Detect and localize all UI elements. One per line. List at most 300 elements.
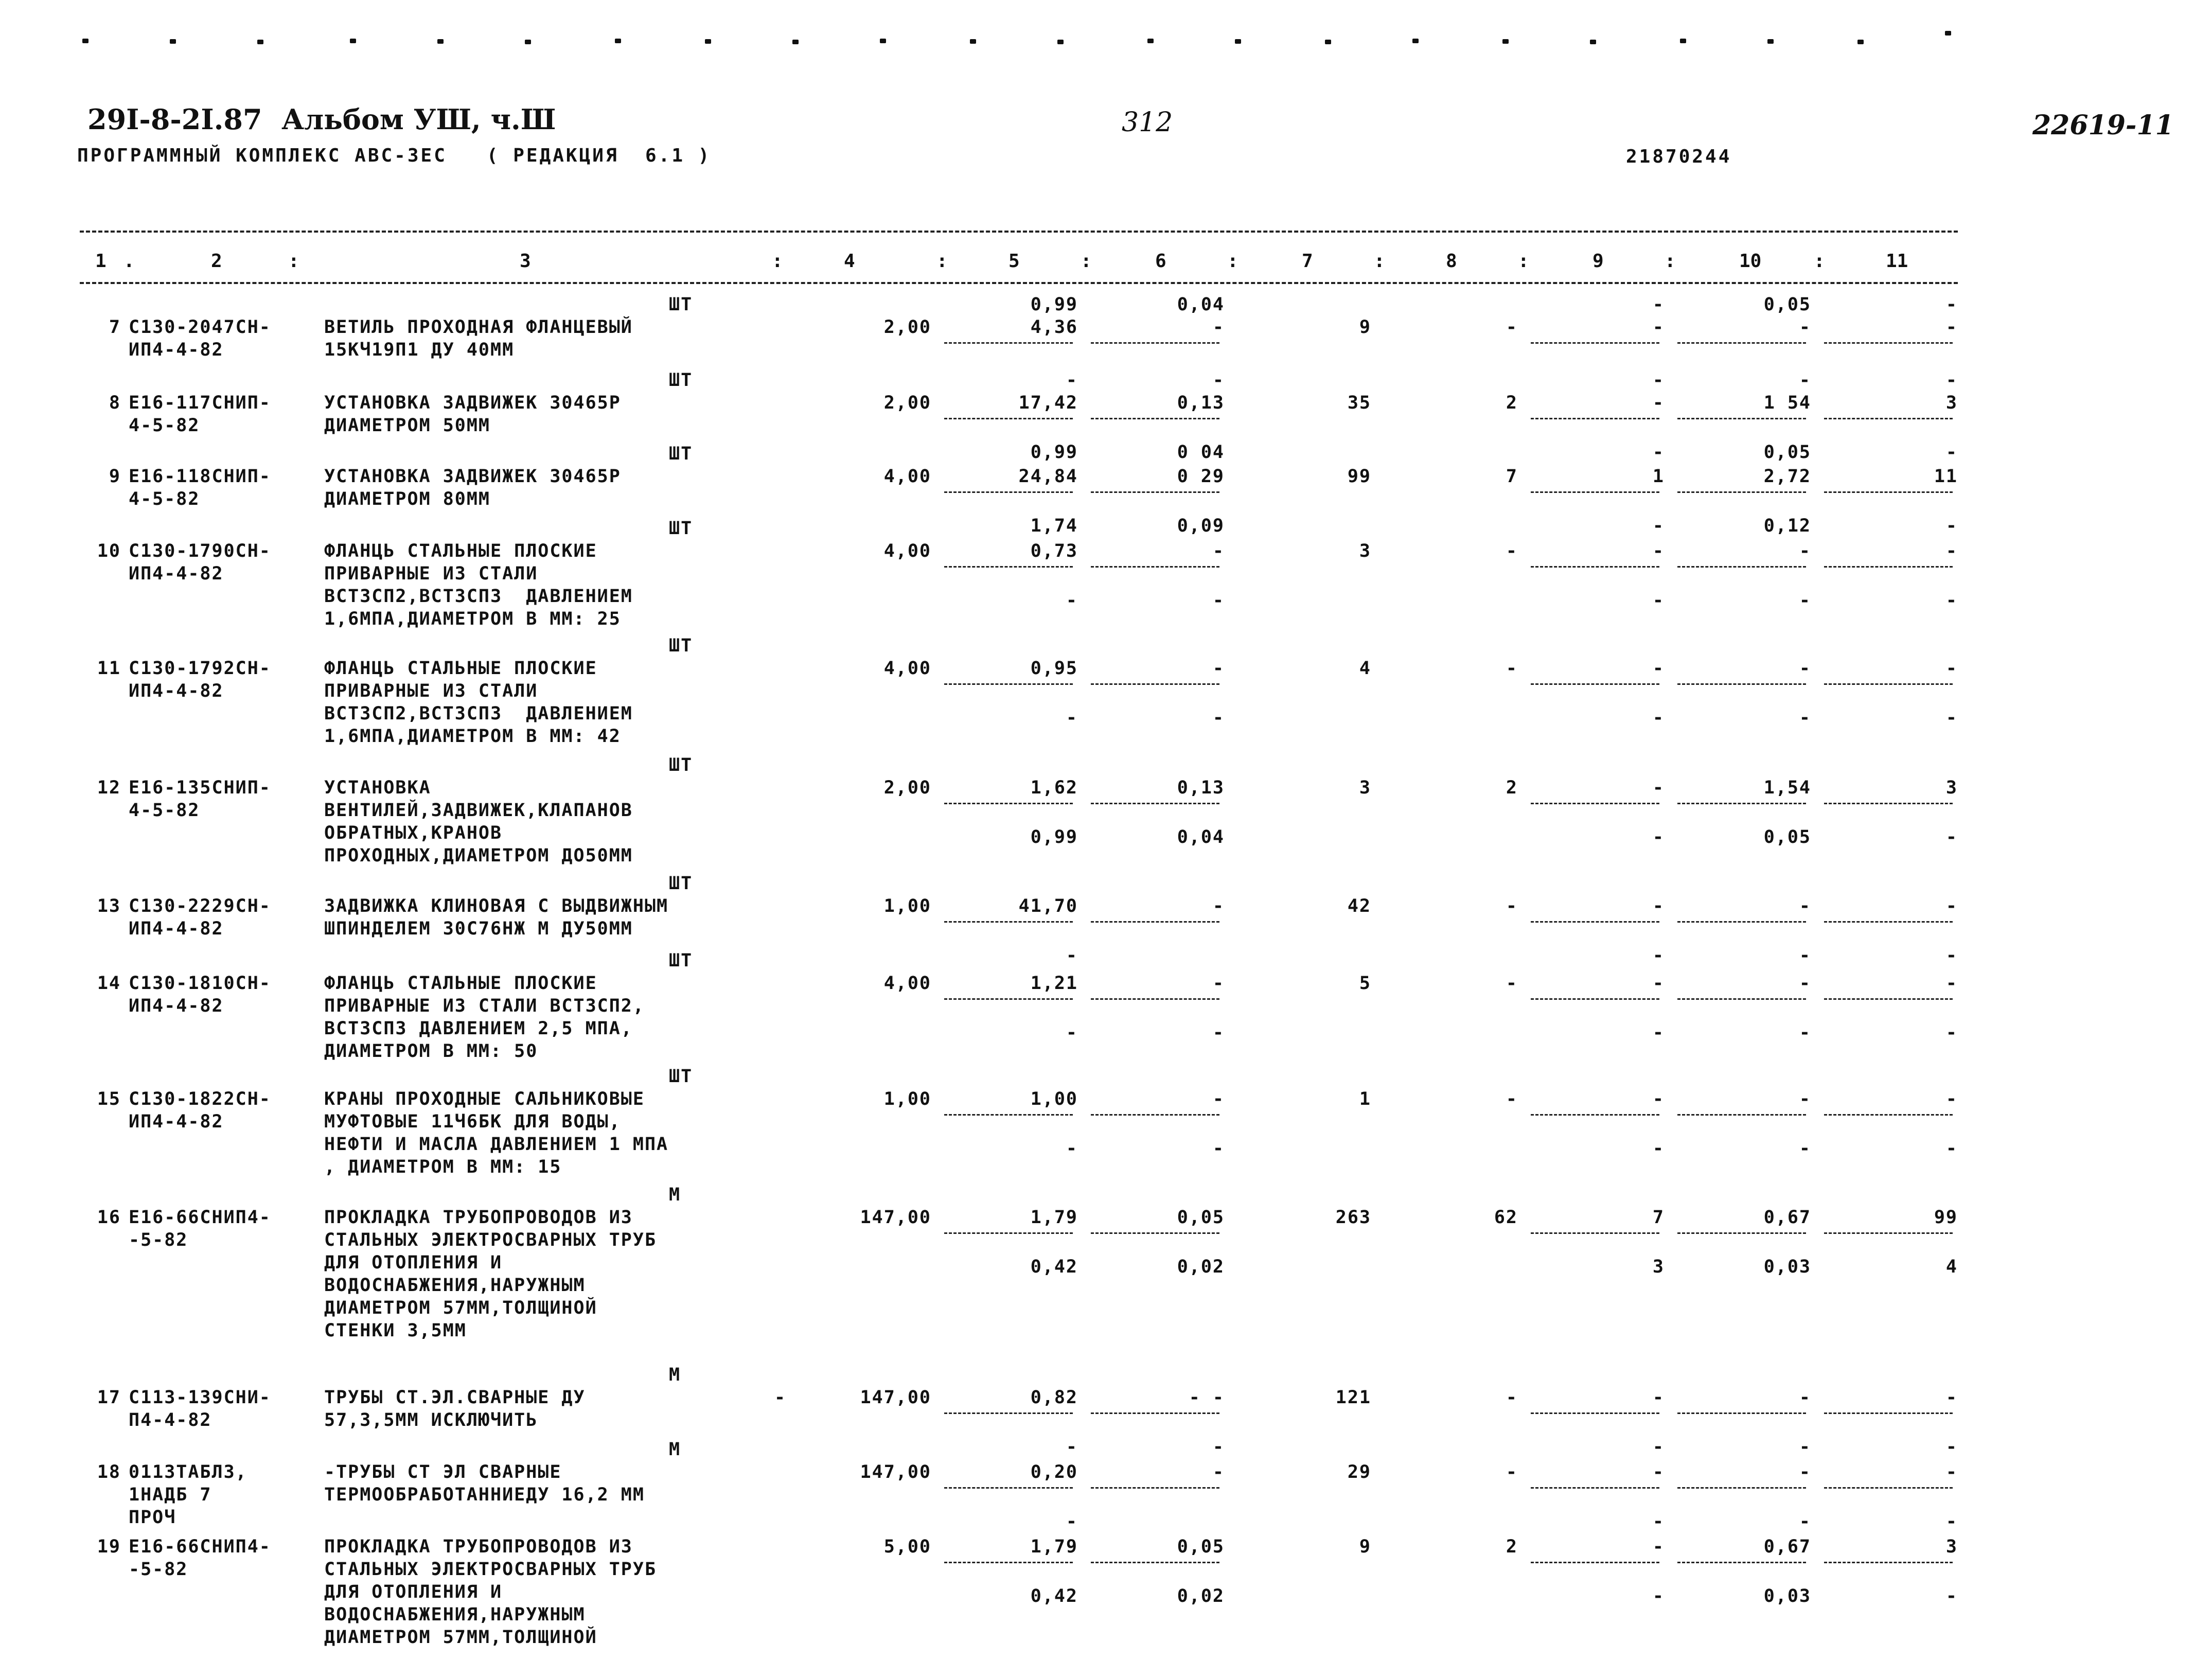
item-description: СТАЛЬНЫХ ЭЛЕКТРОСВАРНЫХ ТРУБ xyxy=(324,1230,657,1250)
item-description: 57,3,5ММ ИСКЛЮЧИТЬ xyxy=(324,1410,538,1430)
c11-value: - xyxy=(1945,1089,1958,1109)
item-description: -ТРУБЫ СТ ЭЛ СВАРНЫЕ xyxy=(324,1462,562,1482)
col-separator: : xyxy=(1081,251,1092,272)
col-separator: : xyxy=(1374,251,1385,272)
item-number: 16 xyxy=(97,1207,121,1228)
col7-value: 3 xyxy=(1359,541,1371,561)
c5-value: 0,82 xyxy=(1030,1387,1078,1408)
c6-value: 0,05 xyxy=(1177,1536,1225,1557)
c6-subtotal-rule xyxy=(1091,418,1219,419)
col7-value: 29 xyxy=(1347,1462,1371,1482)
col-separator: : xyxy=(1518,251,1529,272)
col-separator: : xyxy=(288,251,299,272)
item-number: 19 xyxy=(97,1536,121,1557)
edge-mark xyxy=(1325,40,1331,44)
edge-mark xyxy=(1412,39,1419,43)
col3-mark: - xyxy=(774,1387,787,1408)
c11-upper-value: - xyxy=(1945,370,1958,391)
item-description: ПРОХОДНЫХ,ДИАМЕТРОМ ДО50ММ xyxy=(324,845,633,866)
c6-value: - xyxy=(1212,541,1225,561)
c6-value: 0,13 xyxy=(1177,778,1225,798)
item-description: НЕФТИ И МАСЛА ДАВЛЕНИЕМ 1 МПА xyxy=(324,1134,669,1155)
c10-lower-value: 0,12 xyxy=(1763,516,1811,536)
c11-subtotal-rule xyxy=(1824,1412,1953,1414)
edge-mark xyxy=(1767,39,1774,44)
item-number: 13 xyxy=(97,896,121,916)
c9-lower-value: - xyxy=(1652,442,1665,463)
c9-value: - xyxy=(1652,973,1665,994)
c10-value: 0,67 xyxy=(1763,1207,1811,1228)
c10-upper-value: 0,05 xyxy=(1763,294,1811,315)
c6-subtotal-rule xyxy=(1091,1232,1219,1234)
item-number: 8 xyxy=(109,393,121,413)
c6-lower-value: 0,02 xyxy=(1177,1586,1225,1606)
c9-value: - xyxy=(1652,317,1665,338)
edge-mark xyxy=(880,39,886,43)
c9-subtotal-rule xyxy=(1531,1114,1659,1116)
item-code: ИП4-4-82 xyxy=(129,996,224,1016)
c5-value: 24,84 xyxy=(1018,466,1078,487)
c9-lower-value: - xyxy=(1652,1437,1665,1457)
c6-subtotal-rule xyxy=(1091,803,1219,804)
c6-subtotal-rule xyxy=(1091,566,1219,568)
col-header-10: 10 xyxy=(1739,251,1762,272)
c11-lower-value: - xyxy=(1945,1586,1958,1606)
item-description: ФЛАНЦЬ СТАЛЬНЫЕ ПЛОСКИЕ xyxy=(324,541,597,561)
col-separator: : xyxy=(1227,251,1238,272)
item-description: ТРУБЫ СТ.ЭЛ.СВАРНЫЕ ДУ xyxy=(324,1387,586,1408)
c10-value: - xyxy=(1799,658,1811,679)
c11-subtotal-rule xyxy=(1824,998,1953,1000)
col8-value: 62 xyxy=(1494,1207,1518,1228)
document-reference: 29I-8-2I.87 Альбом УШ, ч.Ш xyxy=(87,103,556,136)
c10-value: - xyxy=(1799,896,1811,916)
c6-subtotal-rule xyxy=(1091,1412,1219,1414)
c11-value: 3 xyxy=(1945,393,1958,413)
col8-value: 7 xyxy=(1506,466,1518,487)
quantity-value: 4,00 xyxy=(883,973,931,994)
item-description: ОБРАТНЫХ,КРАНОВ xyxy=(324,823,503,843)
unit-label: ШТ xyxy=(669,444,693,464)
c10-value: - xyxy=(1799,973,1811,994)
c5-lower-value: 1,74 xyxy=(1030,516,1078,536)
col8-value: 2 xyxy=(1506,393,1518,413)
col8-value: - xyxy=(1506,973,1518,994)
c9-value: - xyxy=(1652,1462,1665,1482)
item-number: 14 xyxy=(97,973,121,994)
edge-mark xyxy=(705,39,711,44)
col7-value: 121 xyxy=(1335,1387,1371,1408)
edge-mark xyxy=(1057,40,1064,44)
item-description: 1,6МПА,ДИАМЕТРОМ В ММ: 42 xyxy=(324,726,621,747)
col-separator: : xyxy=(1814,251,1825,272)
c6-lower-value: - xyxy=(1212,590,1225,611)
c10-subtotal-rule xyxy=(1677,921,1806,923)
unit-label: ШТ xyxy=(669,518,693,539)
c6-value: - xyxy=(1212,658,1225,679)
item-code: Е16-135СНИП- xyxy=(129,778,271,798)
c5-value: 41,70 xyxy=(1018,896,1078,916)
item-description: ПРИВАРНЫЕ ИЗ СТАЛИ xyxy=(324,563,538,584)
col-header-4: 4 xyxy=(844,251,855,272)
c10-lower-value: - xyxy=(1799,1138,1811,1159)
col-header-5: 5 xyxy=(1008,251,1020,272)
c5-lower-value: 0,99 xyxy=(1030,442,1078,463)
quantity-value: 147,00 xyxy=(860,1462,931,1482)
item-description: ВСТ3СП3 ДАВЛЕНИЕМ 2,5 МПА, xyxy=(324,1018,633,1039)
col7-value: 42 xyxy=(1347,896,1371,916)
c10-subtotal-rule xyxy=(1677,998,1806,1000)
col-header-6: 6 xyxy=(1155,251,1166,272)
c11-lower-value: - xyxy=(1945,1022,1958,1043)
c11-value: 11 xyxy=(1934,466,1958,487)
c6-value: - xyxy=(1212,317,1225,338)
c6-lower-value: - xyxy=(1212,708,1225,728)
c9-subtotal-rule xyxy=(1531,1487,1659,1489)
item-description: ДИАМЕТРОМ 80ММ xyxy=(324,489,491,509)
document-code: 21870244 xyxy=(1626,146,1732,167)
c5-subtotal-rule xyxy=(944,921,1073,923)
edge-mark xyxy=(615,39,621,43)
c5-value: 1,79 xyxy=(1030,1207,1078,1228)
c6-value: 0,05 xyxy=(1177,1207,1225,1228)
item-code: П4-4-82 xyxy=(129,1410,212,1430)
edge-mark xyxy=(1857,40,1864,44)
c11-value: 3 xyxy=(1945,778,1958,798)
c10-subtotal-rule xyxy=(1677,342,1806,344)
item-description: УСТАНОВКА xyxy=(324,778,431,798)
c9-lower-value: - xyxy=(1652,945,1665,966)
c10-value: 2,72 xyxy=(1763,466,1811,487)
edge-mark xyxy=(257,40,263,44)
item-number: 9 xyxy=(109,466,121,487)
c9-upper-value: - xyxy=(1652,294,1665,315)
table-top-rule xyxy=(80,231,1958,233)
c11-subtotal-rule xyxy=(1824,1562,1953,1563)
c11-lower-value: - xyxy=(1945,1511,1958,1532)
c6-value: 0 29 xyxy=(1177,466,1225,487)
c10-subtotal-rule xyxy=(1677,1562,1806,1563)
item-code: -5-82 xyxy=(129,1559,188,1580)
c5-subtotal-rule xyxy=(944,566,1073,568)
c5-subtotal-rule xyxy=(944,491,1073,493)
col8-value: - xyxy=(1506,541,1518,561)
quantity-value: 2,00 xyxy=(883,317,931,338)
item-description: ПРИВАРНЫЕ ИЗ СТАЛИ xyxy=(324,681,538,701)
col8-value: - xyxy=(1506,1089,1518,1109)
c5-upper-value: - xyxy=(1066,370,1078,391)
col-header-3: 3 xyxy=(520,251,531,272)
col7-value: 9 xyxy=(1359,1536,1371,1557)
c5-subtotal-rule xyxy=(944,1412,1073,1414)
quantity-value: 5,00 xyxy=(883,1536,931,1557)
c5-subtotal-rule xyxy=(944,1487,1073,1489)
edge-mark xyxy=(437,39,444,44)
item-description: ВСТ3СП2,ВСТ3СП3 ДАВЛЕНИЕМ xyxy=(324,586,633,607)
c5-value: 0,73 xyxy=(1030,541,1078,561)
item-number: 11 xyxy=(97,658,121,679)
col-separator: : xyxy=(936,251,948,272)
edge-mark xyxy=(792,40,799,44)
c6-value: - - xyxy=(1189,1387,1225,1408)
c11-subtotal-rule xyxy=(1824,803,1953,804)
software-title: ПРОГРАММНЫЙ КОМПЛЕКС АВС-ЗЕС ( РЕДАКЦИЯ 6.1 ) xyxy=(77,145,712,166)
item-code: Е16-66СНИП4- xyxy=(129,1536,271,1557)
item-code: С130-2229СН- xyxy=(129,896,271,916)
col-header-2: 2 xyxy=(211,251,222,272)
item-code: ИП4-4-82 xyxy=(129,681,224,701)
c5-value: 4,36 xyxy=(1030,317,1078,338)
c6-lower-value: 0,09 xyxy=(1177,516,1225,536)
col7-value: 35 xyxy=(1347,393,1371,413)
item-code: С130-2047СН- xyxy=(129,317,271,338)
c11-lower-value: - xyxy=(1945,827,1958,847)
quantity-value: 1,00 xyxy=(883,896,931,916)
item-description: ШПИНДЕЛЕМ 30С76НЖ М ДУ50ММ xyxy=(324,919,633,939)
item-number: 15 xyxy=(97,1089,121,1109)
item-number: 12 xyxy=(97,778,121,798)
edge-mark xyxy=(1680,39,1686,43)
c9-subtotal-rule xyxy=(1531,998,1659,1000)
c10-lower-value: - xyxy=(1799,708,1811,728)
c11-value: - xyxy=(1945,541,1958,561)
item-code: ИП4-4-82 xyxy=(129,1111,224,1132)
c5-value: 0,95 xyxy=(1030,658,1078,679)
edge-mark xyxy=(1590,40,1596,44)
c6-value: - xyxy=(1212,896,1225,916)
c9-subtotal-rule xyxy=(1531,1412,1659,1414)
item-description: ПРОКЛАДКА ТРУБОПРОВОДОВ ИЗ xyxy=(324,1536,633,1557)
c5-value: 1,00 xyxy=(1030,1089,1078,1109)
c11-subtotal-rule xyxy=(1824,566,1953,568)
c9-value: - xyxy=(1652,658,1665,679)
quantity-value: 1,00 xyxy=(883,1089,931,1109)
col-header-9: 9 xyxy=(1592,251,1604,272)
c6-value: - xyxy=(1212,1089,1225,1109)
item-description: ПРОКЛАДКА ТРУБОПРОВОДОВ ИЗ xyxy=(324,1207,633,1228)
quantity-value: 2,00 xyxy=(883,778,931,798)
edge-mark xyxy=(170,39,176,44)
item-code: ИП4-4-82 xyxy=(129,563,224,584)
c5-subtotal-rule xyxy=(944,1562,1073,1563)
item-code: С130-1810СН- xyxy=(129,973,271,994)
item-description: ДЛЯ ОТОПЛЕНИЯ И xyxy=(324,1582,503,1602)
item-code: С113-139СНИ- xyxy=(129,1387,271,1408)
c9-lower-value: - xyxy=(1652,516,1665,536)
col-separator: : xyxy=(772,251,783,272)
item-code: Е16-117СНИП- xyxy=(129,393,271,413)
col7-value: 9 xyxy=(1359,317,1371,338)
item-description: КРАНЫ ПРОХОДНЫЕ САЛЬНИКОВЫЕ xyxy=(324,1089,645,1109)
c11-subtotal-rule xyxy=(1824,418,1953,419)
c11-value: - xyxy=(1945,896,1958,916)
item-code: ПРОЧ xyxy=(129,1507,176,1528)
col-header-1: 1 xyxy=(95,251,107,272)
c10-subtotal-rule xyxy=(1677,1487,1806,1489)
c10-upper-value: - xyxy=(1799,370,1811,391)
c10-value: - xyxy=(1799,541,1811,561)
page-number: 312 xyxy=(1122,107,1173,138)
c11-value: - xyxy=(1945,1387,1958,1408)
c5-lower-value: - xyxy=(1066,945,1078,966)
c11-value: 3 xyxy=(1945,1536,1958,1557)
c9-subtotal-rule xyxy=(1531,418,1659,419)
c11-subtotal-rule xyxy=(1824,342,1953,344)
col8-value: - xyxy=(1506,1462,1518,1482)
c6-value: - xyxy=(1212,1462,1225,1482)
item-description: МУФТОВЫЕ 11Ч6БК ДЛЯ ВОДЫ, xyxy=(324,1111,621,1132)
c6-subtotal-rule xyxy=(1091,921,1219,923)
col-separator: . xyxy=(123,251,135,272)
c10-lower-value: 0,05 xyxy=(1763,442,1811,463)
c9-value: - xyxy=(1652,896,1665,916)
unit-label: ШТ xyxy=(669,635,693,656)
c5-value: 1,62 xyxy=(1030,778,1078,798)
c6-subtotal-rule xyxy=(1091,491,1219,493)
c6-upper-value: 0,04 xyxy=(1177,294,1225,315)
c5-subtotal-rule xyxy=(944,683,1073,685)
c11-subtotal-rule xyxy=(1824,1114,1953,1116)
col8-value: 2 xyxy=(1506,1536,1518,1557)
item-description: , ДИАМЕТРОМ В ММ: 15 xyxy=(324,1157,562,1177)
c9-value: - xyxy=(1652,1387,1665,1408)
item-code: 4-5-82 xyxy=(129,800,200,821)
c5-lower-value: - xyxy=(1066,1511,1078,1532)
c10-lower-value: 0,03 xyxy=(1763,1257,1811,1277)
item-code: ИП4-4-82 xyxy=(129,340,224,360)
c9-value: - xyxy=(1652,778,1665,798)
item-code: С130-1822СН- xyxy=(129,1089,271,1109)
c9-subtotal-rule xyxy=(1531,1562,1659,1563)
c6-subtotal-rule xyxy=(1091,1114,1219,1116)
c6-subtotal-rule xyxy=(1091,1562,1219,1563)
c10-lower-value: - xyxy=(1799,945,1811,966)
c9-lower-value: - xyxy=(1652,1138,1665,1159)
c11-upper-value: - xyxy=(1945,294,1958,315)
c10-subtotal-rule xyxy=(1677,491,1806,493)
edge-mark xyxy=(82,39,89,43)
c5-subtotal-rule xyxy=(944,342,1073,344)
c10-lower-value: - xyxy=(1799,1022,1811,1043)
unit-label: ШТ xyxy=(669,755,693,775)
c6-lower-value: - xyxy=(1212,1138,1225,1159)
item-description: СТАЛЬНЫХ ЭЛЕКТРОСВАРНЫХ ТРУБ xyxy=(324,1559,657,1580)
c9-subtotal-rule xyxy=(1531,491,1659,493)
c5-lower-value: 0,42 xyxy=(1030,1257,1078,1277)
c11-subtotal-rule xyxy=(1824,1232,1953,1234)
col-header-7: 7 xyxy=(1302,251,1313,272)
c10-lower-value: - xyxy=(1799,590,1811,611)
c11-value: - xyxy=(1945,1462,1958,1482)
c10-lower-value: - xyxy=(1799,1437,1811,1457)
item-description: ВЕТИЛЬ ПРОХОДНАЯ ФЛАНЦЕВЫЙ xyxy=(324,317,633,338)
col8-value: - xyxy=(1506,896,1518,916)
quantity-value: 4,00 xyxy=(883,658,931,679)
item-description: ДИАМЕТРОМ В ММ: 50 xyxy=(324,1041,538,1062)
c9-value: 1 xyxy=(1652,466,1665,487)
c11-lower-value: - xyxy=(1945,590,1958,611)
c5-upper-value: 0,99 xyxy=(1030,294,1078,315)
c10-lower-value: 0,03 xyxy=(1763,1586,1811,1606)
c9-lower-value: - xyxy=(1652,1022,1665,1043)
c6-lower-value: - xyxy=(1212,1022,1225,1043)
c9-subtotal-rule xyxy=(1531,921,1659,923)
item-description: ДЛЯ ОТОПЛЕНИЯ И xyxy=(324,1252,503,1273)
c9-lower-value: - xyxy=(1652,827,1665,847)
c5-subtotal-rule xyxy=(944,1114,1073,1116)
item-code: 1НАДБ 7 xyxy=(129,1485,212,1505)
c5-subtotal-rule xyxy=(944,1232,1073,1234)
edge-mark xyxy=(1945,31,1951,36)
edge-mark xyxy=(970,39,976,44)
c5-lower-value: - xyxy=(1066,1138,1078,1159)
c5-subtotal-rule xyxy=(944,998,1073,1000)
item-description: ДИАМЕТРОМ 57ММ,ТОЛЩИНОЙ xyxy=(324,1298,597,1318)
c6-lower-value: - xyxy=(1212,1437,1225,1457)
c9-subtotal-rule xyxy=(1531,566,1659,568)
c9-lower-value: 3 xyxy=(1652,1257,1665,1277)
c9-subtotal-rule xyxy=(1531,1232,1659,1234)
col7-value: 5 xyxy=(1359,973,1371,994)
col7-value: 3 xyxy=(1359,778,1371,798)
col8-value: - xyxy=(1506,317,1518,338)
c11-subtotal-rule xyxy=(1824,1487,1953,1489)
unit-label: М xyxy=(669,1365,681,1385)
item-description: ДИАМЕТРОМ 57ММ,ТОЛЩИНОЙ xyxy=(324,1627,597,1648)
item-description: СТЕНКИ 3,5ММ xyxy=(324,1320,467,1341)
c6-subtotal-rule xyxy=(1091,998,1219,1000)
item-description: УСТАНОВКА ЗАДВИЖЕК 30465Р xyxy=(324,393,621,413)
item-description: ВЕНТИЛЕЙ,ЗАДВИЖЕК,КЛАПАНОВ xyxy=(324,800,633,821)
c10-value: - xyxy=(1799,1387,1811,1408)
c10-subtotal-rule xyxy=(1677,418,1806,419)
c5-lower-value: - xyxy=(1066,1022,1078,1043)
item-description: ЗАДВИЖКА КЛИНОВАЯ С ВЫДВИЖНЫМ xyxy=(324,896,669,916)
item-description: ВОДОСНАБЖЕНИЯ,НАРУЖНЫМ xyxy=(324,1604,586,1625)
c6-value: 0,13 xyxy=(1177,393,1225,413)
c9-subtotal-rule xyxy=(1531,342,1659,344)
c10-subtotal-rule xyxy=(1677,566,1806,568)
c10-value: - xyxy=(1799,317,1811,338)
col7-value: 4 xyxy=(1359,658,1371,679)
c9-upper-value: - xyxy=(1652,370,1665,391)
c5-lower-value: 0,99 xyxy=(1030,827,1078,847)
c11-lower-value: - xyxy=(1945,516,1958,536)
c10-value: 1 54 xyxy=(1763,393,1811,413)
c9-lower-value: - xyxy=(1652,708,1665,728)
c9-value: - xyxy=(1652,1536,1665,1557)
c10-value: - xyxy=(1799,1462,1811,1482)
col7-value: 263 xyxy=(1335,1207,1371,1228)
unit-label: ШТ xyxy=(669,950,693,971)
item-code: 4-5-82 xyxy=(129,489,200,509)
c5-value: 1,79 xyxy=(1030,1536,1078,1557)
c10-subtotal-rule xyxy=(1677,803,1806,804)
col7-value: 99 xyxy=(1347,466,1371,487)
c9-value: - xyxy=(1652,541,1665,561)
c5-subtotal-rule xyxy=(944,803,1073,804)
c5-value: 0,20 xyxy=(1030,1462,1078,1482)
item-description: ВСТ3СП2,ВСТ3СП3 ДАВЛЕНИЕМ xyxy=(324,703,633,724)
c11-lower-value: - xyxy=(1945,1437,1958,1457)
quantity-value: 2,00 xyxy=(883,393,931,413)
c9-value: 7 xyxy=(1652,1207,1665,1228)
item-number: 7 xyxy=(109,317,121,338)
unit-label: ШТ xyxy=(669,1066,693,1087)
item-code: С130-1790СН- xyxy=(129,541,271,561)
item-code: 4-5-82 xyxy=(129,415,200,436)
item-description: УСТАНОВКА ЗАДВИЖЕК 30465Р xyxy=(324,466,621,487)
